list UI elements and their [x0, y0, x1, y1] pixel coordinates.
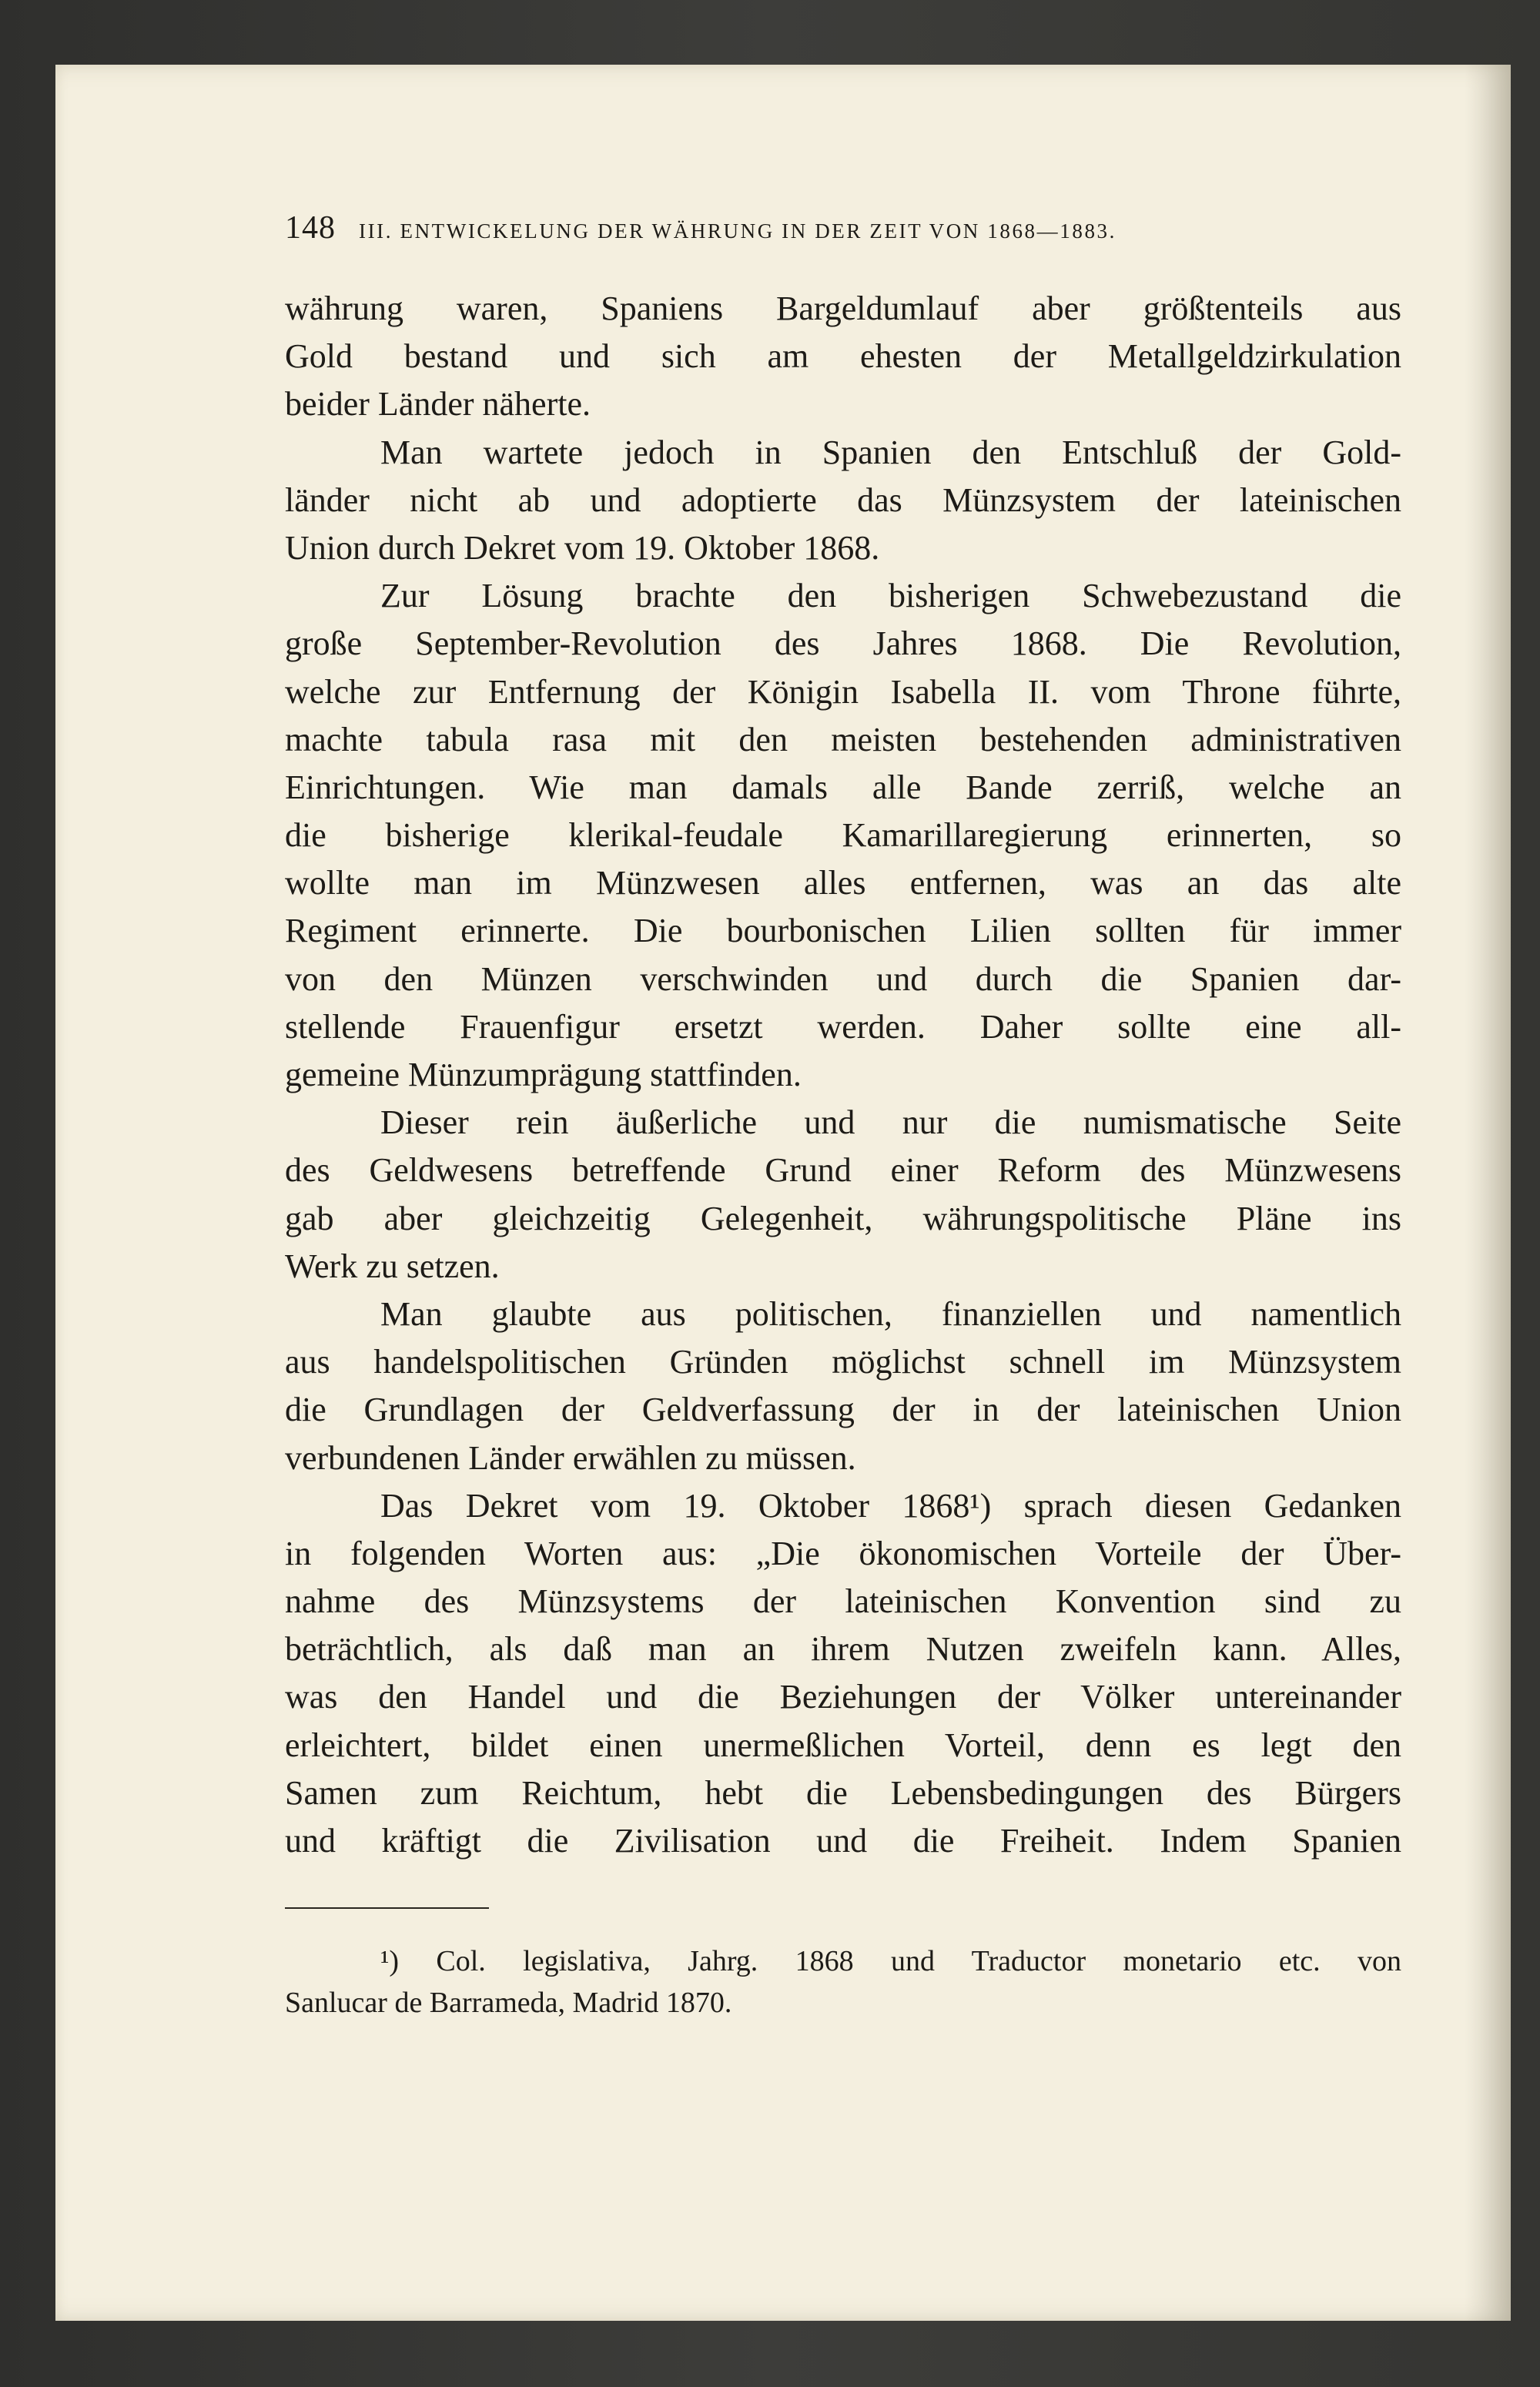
text-line: Regiment erinnerte. Die bourbonischen Lilien sollten für immer — [285, 912, 1401, 950]
text-line: in folgenden Worten aus: „Die ökonomischen Vorteile der Über- — [285, 1534, 1401, 1572]
text-line: währung waren, Spaniens Bargeldumlauf aber größtenteils aus — [285, 290, 1401, 327]
text-line: Einrichtungen. Wie man damals alle Bande zerriß, welche an — [285, 768, 1401, 806]
text-line: große September-Revolution des Jahres 1868. Die Revolution, — [285, 624, 1401, 663]
text-line: Man glaubte aus politischen, finanziellen und namentlich — [380, 1294, 1401, 1333]
text-line: beträchtlich, als daß man an ihrem Nutzen zweifeln kann. Alles, — [285, 1630, 1401, 1669]
text-line: machte tabula rasa mit den meisten bestehenden administrativen — [285, 720, 1401, 758]
text-line: gemeine Münzumprägung stattfinden. — [285, 1056, 802, 1093]
text-line: erleichtert, bildet einen unermeßlichen Vorteil, denn es legt den — [285, 1726, 1401, 1764]
spine-shadow — [1465, 65, 1511, 2321]
text-line: was den Handel und die Beziehungen der Völker untereinander — [285, 1678, 1401, 1716]
text-line: Werk zu setzen. — [285, 1247, 500, 1285]
text-line: Samen zum Reichtum, hebt die Lebensbedingungen des Bürgers — [285, 1773, 1401, 1812]
text-line: wollte man im Münzwesen alles entfernen, was an das alte — [285, 864, 1401, 902]
body-text — [285, 285, 1401, 1865]
text-line: die bisherige klerikal-feudale Kamarillaregierung erinnerten, so — [285, 816, 1401, 855]
footnote-line: Sanlucar de Barrameda, Madrid 1870. — [285, 1987, 732, 2019]
text-line: Zur Lösung brachte den bisherigen Schwebezustand die — [380, 577, 1401, 615]
text-line: von den Münzen verschwinden und durch die Spanien dar- — [285, 959, 1401, 998]
footnote-rule — [285, 1907, 489, 1909]
text-line: und kräftigt die Zivilisation und die Freiheit. Indem Spanien — [285, 1822, 1401, 1860]
text-line: Man wartete jedoch in Spanien den Entschluß der Gold- — [380, 433, 1401, 471]
text-line: des Geldwesens betreffende Grund einer Reform des Münzwesens — [285, 1151, 1401, 1190]
text-line: aus handelspolitischen Gründen möglichst schnell im Münzsystem — [285, 1343, 1401, 1381]
text-line: Dieser rein äußerliche und nur die numismatische Seite — [380, 1103, 1401, 1142]
text-line: nahme des Münzsystems der lateinischen Konvention sind zu — [285, 1582, 1401, 1621]
text-line: verbundenen Länder erwählen zu müssen. — [285, 1438, 856, 1477]
text-line: Union durch Dekret vom 19. Oktober 1868. — [285, 528, 880, 567]
text-line: welche zur Entfernung der Königin Isabella II. vom Throne führte, — [285, 672, 1401, 711]
text-line: Das Dekret vom 19. Oktober 1868¹) sprach diesen Gedanken — [380, 1486, 1401, 1525]
running-title: III. ENTWICKELUNG DER WÄHRUNG IN DER ZEIT VON 1868—1883. — [359, 219, 1116, 243]
footnotes — [285, 1940, 1401, 2024]
footnote-line: ¹) Col. legislativa, Jahrg. 1868 und Traductor monetario etc. von — [380, 1945, 1401, 1977]
text-line: stellende Frauenfigur ersetzt werden. Daher sollte eine all- — [285, 1007, 1401, 1046]
text-line: Gold bestand und sich am ehesten der Metallgeldzirkulation — [285, 337, 1401, 376]
page-number: 148 — [285, 210, 336, 246]
text-line: die Grundlagen der Geldverfassung der in der lateinischen Union — [285, 1391, 1401, 1429]
text-line: länder nicht ab und adoptierte das Münzsystem der lateinischen — [285, 480, 1401, 519]
running-head — [285, 209, 1401, 256]
text-line: beider Länder näherte. — [285, 385, 591, 424]
text-line: gab aber gleichzeitig Gelegenheit, währungspolitische Pläne ins — [285, 1199, 1401, 1237]
